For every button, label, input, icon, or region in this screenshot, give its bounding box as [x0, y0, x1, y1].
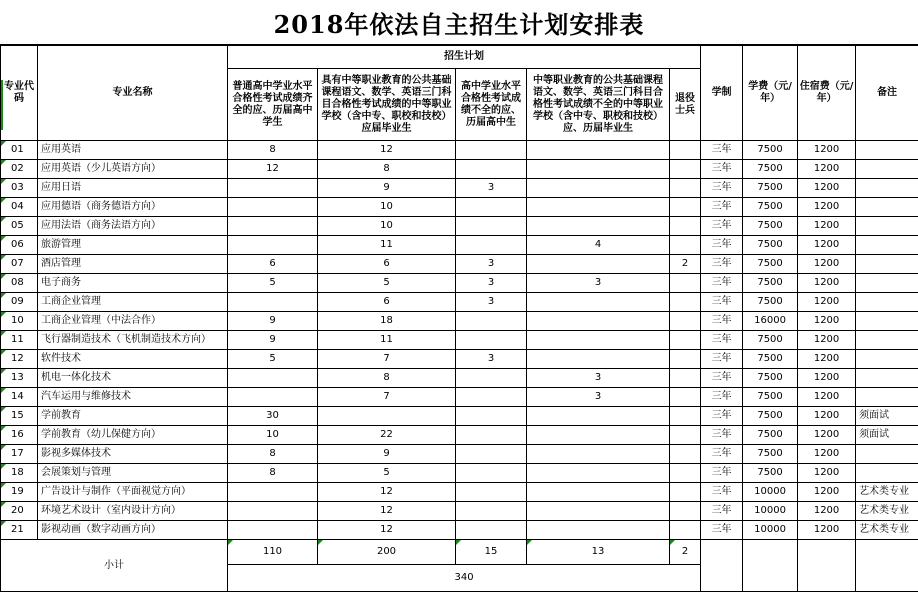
cell-col-e[interactable] — [670, 141, 701, 160]
cell-remark[interactable] — [856, 179, 918, 198]
cell-col-a[interactable]: 12 — [228, 160, 318, 179]
cell-col-d[interactable] — [527, 141, 670, 160]
cell-code[interactable]: 16 — [1, 426, 38, 445]
table-row — [1, 445, 918, 464]
summary-label[interactable]: 小计 — [1, 540, 228, 592]
cell-col-d[interactable] — [527, 293, 670, 312]
summary-tuition[interactable] — [743, 540, 798, 592]
cell-remark[interactable] — [856, 198, 918, 217]
summary-total[interactable]: 340 — [228, 565, 701, 592]
enrollment-table — [0, 45, 918, 592]
table-row — [1, 179, 918, 198]
cell-dorm[interactable]: 1200 — [798, 274, 856, 293]
cell-remark[interactable]: 须面试 — [856, 426, 918, 445]
cell-col-a[interactable] — [228, 217, 318, 236]
cell-duration[interactable]: 三年 — [701, 179, 743, 198]
cell-duration[interactable]: 三年 — [701, 388, 743, 407]
cell-col-a[interactable]: 30 — [228, 407, 318, 426]
cell-tuition[interactable]: 10000 — [743, 483, 798, 502]
cell-dorm[interactable]: 1200 — [798, 350, 856, 369]
page-title: 2018年依法自主招生计划安排表 — [273, 9, 645, 39]
cell-col-c[interactable] — [456, 445, 527, 464]
cell-col-b[interactable] — [318, 407, 456, 426]
cell-col-b[interactable]: 11 — [318, 236, 456, 255]
cell-col-d[interactable] — [527, 198, 670, 217]
cell-duration[interactable]: 三年 — [701, 274, 743, 293]
cell-tuition[interactable]: 7500 — [743, 198, 798, 217]
cell-remark[interactable] — [856, 369, 918, 388]
cell-col-e[interactable] — [670, 350, 701, 369]
cell-remark[interactable] — [856, 388, 918, 407]
cell-tuition[interactable]: 10000 — [743, 502, 798, 521]
cell-duration[interactable]: 三年 — [701, 369, 743, 388]
cell-name[interactable]: 工商企业管理（中法合作） — [38, 312, 228, 331]
summary-col-e[interactable]: 2 — [670, 540, 701, 565]
cell-col-e[interactable] — [670, 426, 701, 445]
table-row — [1, 274, 918, 293]
cell-col-b[interactable]: 8 — [318, 160, 456, 179]
table-row — [1, 255, 918, 274]
cell-duration[interactable]: 三年 — [701, 293, 743, 312]
cell-col-a[interactable]: 9 — [228, 331, 318, 350]
cell-code[interactable]: 01 — [1, 141, 38, 160]
cell-dorm[interactable]: 1200 — [798, 521, 856, 540]
table-row — [1, 350, 918, 369]
cell-col-a[interactable]: 5 — [228, 350, 318, 369]
cell-col-b[interactable]: 18 — [318, 312, 456, 331]
table-row — [1, 293, 918, 312]
cell-col-a[interactable] — [228, 236, 318, 255]
cell-code[interactable]: 17 — [1, 445, 38, 464]
cell-dorm[interactable]: 1200 — [798, 388, 856, 407]
cell-dorm[interactable]: 1200 — [798, 407, 856, 426]
cell-tuition[interactable]: 7500 — [743, 236, 798, 255]
cell-dorm[interactable]: 1200 — [798, 293, 856, 312]
cell-col-c[interactable] — [456, 369, 527, 388]
cell-name[interactable]: 软件技术 — [38, 350, 228, 369]
cell-col-c[interactable]: 3 — [456, 350, 527, 369]
header-name[interactable]: 专业名称 — [38, 46, 228, 141]
cell-remark[interactable] — [856, 255, 918, 274]
cell-dorm[interactable]: 1200 — [798, 160, 856, 179]
cell-col-e[interactable] — [670, 502, 701, 521]
cell-code[interactable]: 07 — [1, 255, 38, 274]
cell-remark[interactable] — [856, 293, 918, 312]
cell-col-a[interactable]: 8 — [228, 464, 318, 483]
cell-col-e[interactable] — [670, 179, 701, 198]
cell-col-b[interactable]: 12 — [318, 141, 456, 160]
cell-col-c[interactable] — [456, 483, 527, 502]
cell-col-b[interactable]: 10 — [318, 217, 456, 236]
cell-col-a[interactable] — [228, 198, 318, 217]
cell-col-a[interactable] — [228, 502, 318, 521]
header-col-c[interactable]: 高中学业水平合格性考试成绩不全的应、历届高中生 — [456, 69, 527, 141]
cell-name[interactable]: 工商企业管理 — [38, 293, 228, 312]
cell-remark[interactable] — [856, 160, 918, 179]
cell-name[interactable]: 汽车运用与维修技术 — [38, 388, 228, 407]
table-row — [1, 464, 918, 483]
cell-col-c[interactable] — [456, 407, 527, 426]
cell-col-a[interactable]: 8 — [228, 445, 318, 464]
cell-dorm[interactable]: 1200 — [798, 312, 856, 331]
cell-tuition[interactable]: 7500 — [743, 464, 798, 483]
cell-name[interactable]: 酒店管理 — [38, 255, 228, 274]
header-tuition[interactable]: 学费（元/年） — [743, 46, 798, 141]
cell-tuition[interactable]: 7500 — [743, 141, 798, 160]
cell-col-b[interactable]: 12 — [318, 483, 456, 502]
cell-col-b[interactable]: 11 — [318, 331, 456, 350]
cell-duration[interactable]: 三年 — [701, 217, 743, 236]
summary-col-b[interactable]: 200 — [318, 540, 456, 565]
cell-name[interactable]: 飞行器制造技术（飞机制造技术方向） — [38, 331, 228, 350]
cell-col-d[interactable] — [527, 464, 670, 483]
cell-col-d[interactable] — [527, 350, 670, 369]
table-row — [1, 236, 918, 255]
cell-code[interactable]: 21 — [1, 521, 38, 540]
table-row — [1, 217, 918, 236]
cell-col-e[interactable] — [670, 312, 701, 331]
cell-col-a[interactable] — [228, 521, 318, 540]
cell-remark[interactable]: 艺术类专业 — [856, 483, 918, 502]
cell-col-c[interactable] — [456, 521, 527, 540]
cell-duration[interactable]: 三年 — [701, 312, 743, 331]
cell-col-e[interactable] — [670, 160, 701, 179]
cell-duration[interactable]: 三年 — [701, 255, 743, 274]
cell-dorm[interactable]: 1200 — [798, 464, 856, 483]
cell-name[interactable]: 电子商务 — [38, 274, 228, 293]
cell-col-d[interactable]: 3 — [527, 274, 670, 293]
cell-name[interactable]: 影视动画（数字动画方向） — [38, 521, 228, 540]
cell-name[interactable]: 应用法语（商务法语方向） — [38, 217, 228, 236]
cell-col-e[interactable] — [670, 483, 701, 502]
cell-tuition[interactable]: 7500 — [743, 445, 798, 464]
cell-code[interactable]: 19 — [1, 483, 38, 502]
cell-code[interactable]: 12 — [1, 350, 38, 369]
cell-tuition[interactable]: 7500 — [743, 293, 798, 312]
cell-code[interactable]: 14 — [1, 388, 38, 407]
cell-name[interactable]: 广告设计与制作（平面视觉方向） — [38, 483, 228, 502]
cell-dorm[interactable]: 1200 — [798, 141, 856, 160]
cell-col-d[interactable] — [527, 407, 670, 426]
cell-col-c[interactable] — [456, 198, 527, 217]
cell-dorm[interactable]: 1200 — [798, 426, 856, 445]
summary-remark[interactable] — [856, 540, 918, 592]
header-remark[interactable]: 备注 — [856, 46, 918, 141]
cell-remark[interactable] — [856, 464, 918, 483]
cell-duration[interactable]: 三年 — [701, 426, 743, 445]
table-row — [1, 369, 918, 388]
cell-col-a[interactable]: 9 — [228, 312, 318, 331]
cell-col-c[interactable] — [456, 331, 527, 350]
cell-code[interactable]: 06 — [1, 236, 38, 255]
cell-remark[interactable] — [856, 236, 918, 255]
cell-col-c[interactable] — [456, 236, 527, 255]
cell-name[interactable]: 应用德语（商务德语方向） — [38, 198, 228, 217]
cell-code[interactable]: 05 — [1, 217, 38, 236]
cell-col-b[interactable]: 5 — [318, 274, 456, 293]
cell-col-a[interactable]: 5 — [228, 274, 318, 293]
cell-col-c[interactable] — [456, 388, 527, 407]
cell-col-d[interactable] — [527, 312, 670, 331]
cell-col-d[interactable] — [527, 255, 670, 274]
cell-col-a[interactable] — [228, 293, 318, 312]
cell-col-b[interactable]: 7 — [318, 350, 456, 369]
header-col-b[interactable]: 具有中等职业教育的公共基础课程语文、数学、英语三门科目合格性考试成绩的中等职业学校（含中专、职校和技校）应届毕业生 — [318, 69, 456, 141]
cell-col-c[interactable] — [456, 160, 527, 179]
cell-code[interactable]: 13 — [1, 369, 38, 388]
cell-duration[interactable]: 三年 — [701, 445, 743, 464]
cell-tuition[interactable]: 7500 — [743, 274, 798, 293]
table-row — [1, 407, 918, 426]
cell-col-d[interactable] — [527, 445, 670, 464]
cell-col-e[interactable] — [670, 217, 701, 236]
cell-duration[interactable]: 三年 — [701, 502, 743, 521]
cell-remark[interactable]: 艺术类专业 — [856, 502, 918, 521]
cell-duration[interactable]: 三年 — [701, 198, 743, 217]
cell-col-b[interactable]: 10 — [318, 198, 456, 217]
cell-col-c[interactable]: 3 — [456, 274, 527, 293]
cell-col-e[interactable] — [670, 445, 701, 464]
cell-remark[interactable] — [856, 350, 918, 369]
cell-col-d[interactable] — [527, 331, 670, 350]
cell-col-e[interactable] — [670, 293, 701, 312]
cell-col-b[interactable]: 9 — [318, 179, 456, 198]
title-cell[interactable] — [0, 0, 918, 45]
cell-remark[interactable] — [856, 274, 918, 293]
cell-col-b[interactable]: 12 — [318, 521, 456, 540]
cell-code[interactable]: 10 — [1, 312, 38, 331]
cell-remark[interactable] — [856, 445, 918, 464]
cell-col-b[interactable]: 6 — [318, 255, 456, 274]
cell-duration[interactable]: 三年 — [701, 160, 743, 179]
cell-code[interactable]: 03 — [1, 179, 38, 198]
cell-name[interactable]: 学前教育 — [38, 407, 228, 426]
summary-col-d[interactable]: 13 — [527, 540, 670, 565]
cell-name[interactable]: 机电一体化技术 — [38, 369, 228, 388]
cell-col-e[interactable] — [670, 369, 701, 388]
table-row — [1, 502, 918, 521]
cell-col-c[interactable] — [456, 426, 527, 445]
header-plan[interactable]: 招生计划 — [228, 46, 701, 69]
cell-code[interactable]: 09 — [1, 293, 38, 312]
cell-col-d[interactable]: 4 — [527, 236, 670, 255]
cell-tuition[interactable]: 7500 — [743, 369, 798, 388]
table-row — [1, 388, 918, 407]
cell-col-d[interactable] — [527, 521, 670, 540]
cell-col-d[interactable] — [527, 426, 670, 445]
cell-col-e[interactable] — [670, 388, 701, 407]
header-dorm[interactable]: 住宿费（元/年） — [798, 46, 856, 141]
cell-dorm[interactable]: 1200 — [798, 217, 856, 236]
cell-col-a[interactable] — [228, 388, 318, 407]
cell-col-b[interactable]: 8 — [318, 369, 456, 388]
table-row — [1, 141, 918, 160]
cell-dorm[interactable]: 1200 — [798, 236, 856, 255]
cell-col-c[interactable]: 3 — [456, 179, 527, 198]
cell-col-d[interactable]: 3 — [527, 369, 670, 388]
header-col-d[interactable]: 中等职业教育的公共基础课程语文、数学、英语三门科目合格性考试成绩不全的中等职业学校（含中专、职校和技校）应、历届毕业生 — [527, 69, 670, 141]
cell-col-c[interactable] — [456, 312, 527, 331]
cell-name[interactable]: 会展策划与管理 — [38, 464, 228, 483]
cell-col-c[interactable] — [456, 502, 527, 521]
cell-col-a[interactable]: 10 — [228, 426, 318, 445]
cell-code[interactable]: 04 — [1, 198, 38, 217]
cell-dorm[interactable]: 1200 — [798, 502, 856, 521]
cell-col-b[interactable]: 9 — [318, 445, 456, 464]
summary-col-c[interactable]: 15 — [456, 540, 527, 565]
cell-dorm[interactable]: 1200 — [798, 483, 856, 502]
cell-name[interactable]: 旅游管理 — [38, 236, 228, 255]
cell-col-a[interactable]: 6 — [228, 255, 318, 274]
cell-col-c[interactable]: 3 — [456, 293, 527, 312]
cell-col-e[interactable] — [670, 407, 701, 426]
cell-dorm[interactable]: 1200 — [798, 369, 856, 388]
cell-col-e[interactable] — [670, 464, 701, 483]
cell-tuition[interactable]: 7500 — [743, 179, 798, 198]
cell-code[interactable]: 08 — [1, 274, 38, 293]
cell-remark[interactable] — [856, 141, 918, 160]
cell-dorm[interactable]: 1200 — [798, 179, 856, 198]
cell-duration[interactable]: 三年 — [701, 141, 743, 160]
cell-name[interactable]: 应用英语 — [38, 141, 228, 160]
cell-code[interactable]: 11 — [1, 331, 38, 350]
summary-row — [1, 540, 918, 565]
header-col-a[interactable]: 普通高中学业水平合格性考试成绩齐全的应、历届高中学生 — [228, 69, 318, 141]
cell-tuition[interactable]: 7500 — [743, 426, 798, 445]
cell-col-d[interactable] — [527, 217, 670, 236]
cell-name[interactable]: 环境艺术设计（室内设计方向） — [38, 502, 228, 521]
cell-remark[interactable]: 须面试 — [856, 407, 918, 426]
cell-remark[interactable]: 艺术类专业 — [856, 521, 918, 540]
cell-dorm[interactable]: 1200 — [798, 255, 856, 274]
cell-col-a[interactable] — [228, 483, 318, 502]
cell-col-a[interactable] — [228, 369, 318, 388]
cell-tuition[interactable]: 7500 — [743, 255, 798, 274]
cell-col-b[interactable]: 5 — [318, 464, 456, 483]
summary-duration[interactable] — [701, 540, 743, 592]
table-row — [1, 331, 918, 350]
cell-duration[interactable]: 三年 — [701, 331, 743, 350]
cell-col-e[interactable] — [670, 331, 701, 350]
cell-col-c[interactable]: 3 — [456, 255, 527, 274]
cell-col-c[interactable] — [456, 141, 527, 160]
cell-duration[interactable]: 三年 — [701, 521, 743, 540]
cell-col-e[interactable] — [670, 236, 701, 255]
cell-name[interactable]: 应用日语 — [38, 179, 228, 198]
cell-tuition[interactable]: 7500 — [743, 388, 798, 407]
cell-col-d[interactable]: 3 — [527, 388, 670, 407]
cell-tuition[interactable]: 7500 — [743, 160, 798, 179]
cell-duration[interactable]: 三年 — [701, 236, 743, 255]
cell-name[interactable]: 学前教育（幼儿保健方向） — [38, 426, 228, 445]
table-row — [1, 312, 918, 331]
cell-tuition[interactable]: 7500 — [743, 407, 798, 426]
cell-col-d[interactable] — [527, 502, 670, 521]
cell-remark[interactable] — [856, 217, 918, 236]
cell-code[interactable]: 18 — [1, 464, 38, 483]
cell-col-b[interactable]: 6 — [318, 293, 456, 312]
cell-col-b[interactable]: 7 — [318, 388, 456, 407]
header-duration[interactable]: 学制 — [701, 46, 743, 141]
cell-col-b[interactable]: 22 — [318, 426, 456, 445]
table-row — [1, 160, 918, 179]
cell-tuition[interactable]: 7500 — [743, 217, 798, 236]
cell-col-a[interactable] — [228, 179, 318, 198]
cell-dorm[interactable]: 1200 — [798, 198, 856, 217]
cell-col-e[interactable] — [670, 521, 701, 540]
cell-duration[interactable]: 三年 — [701, 350, 743, 369]
cell-col-d[interactable] — [527, 160, 670, 179]
cell-dorm[interactable]: 1200 — [798, 331, 856, 350]
summary-col-a[interactable]: 110 — [228, 540, 318, 565]
summary-dorm[interactable] — [798, 540, 856, 592]
header-col-e[interactable]: 退役士兵 — [670, 69, 701, 141]
cell-tuition[interactable]: 16000 — [743, 312, 798, 331]
cell-col-e[interactable] — [670, 274, 701, 293]
cell-col-e[interactable]: 2 — [670, 255, 701, 274]
cell-dorm[interactable]: 1200 — [798, 445, 856, 464]
cell-name[interactable]: 应用英语（少儿英语方向） — [38, 160, 228, 179]
cell-duration[interactable]: 三年 — [701, 407, 743, 426]
cell-remark[interactable] — [856, 331, 918, 350]
table-row — [1, 483, 918, 502]
cell-tuition[interactable]: 10000 — [743, 521, 798, 540]
header-code[interactable]: 专业代码 — [1, 46, 38, 141]
cell-col-c[interactable] — [456, 464, 527, 483]
cell-code[interactable]: 20 — [1, 502, 38, 521]
table-row — [1, 426, 918, 445]
cell-name[interactable]: 影视多媒体技术 — [38, 445, 228, 464]
cell-col-d[interactable] — [527, 483, 670, 502]
table-row — [1, 521, 918, 540]
cell-remark[interactable] — [856, 312, 918, 331]
cell-col-d[interactable] — [527, 179, 670, 198]
cell-code[interactable]: 02 — [1, 160, 38, 179]
cell-col-c[interactable] — [456, 217, 527, 236]
cell-tuition[interactable]: 7500 — [743, 331, 798, 350]
cell-tuition[interactable]: 7500 — [743, 350, 798, 369]
cell-col-b[interactable]: 12 — [318, 502, 456, 521]
cell-code[interactable]: 15 — [1, 407, 38, 426]
table-row — [1, 198, 918, 217]
cell-duration[interactable]: 三年 — [701, 483, 743, 502]
cell-col-e[interactable] — [670, 198, 701, 217]
cell-col-a[interactable]: 8 — [228, 141, 318, 160]
cell-duration[interactable]: 三年 — [701, 464, 743, 483]
